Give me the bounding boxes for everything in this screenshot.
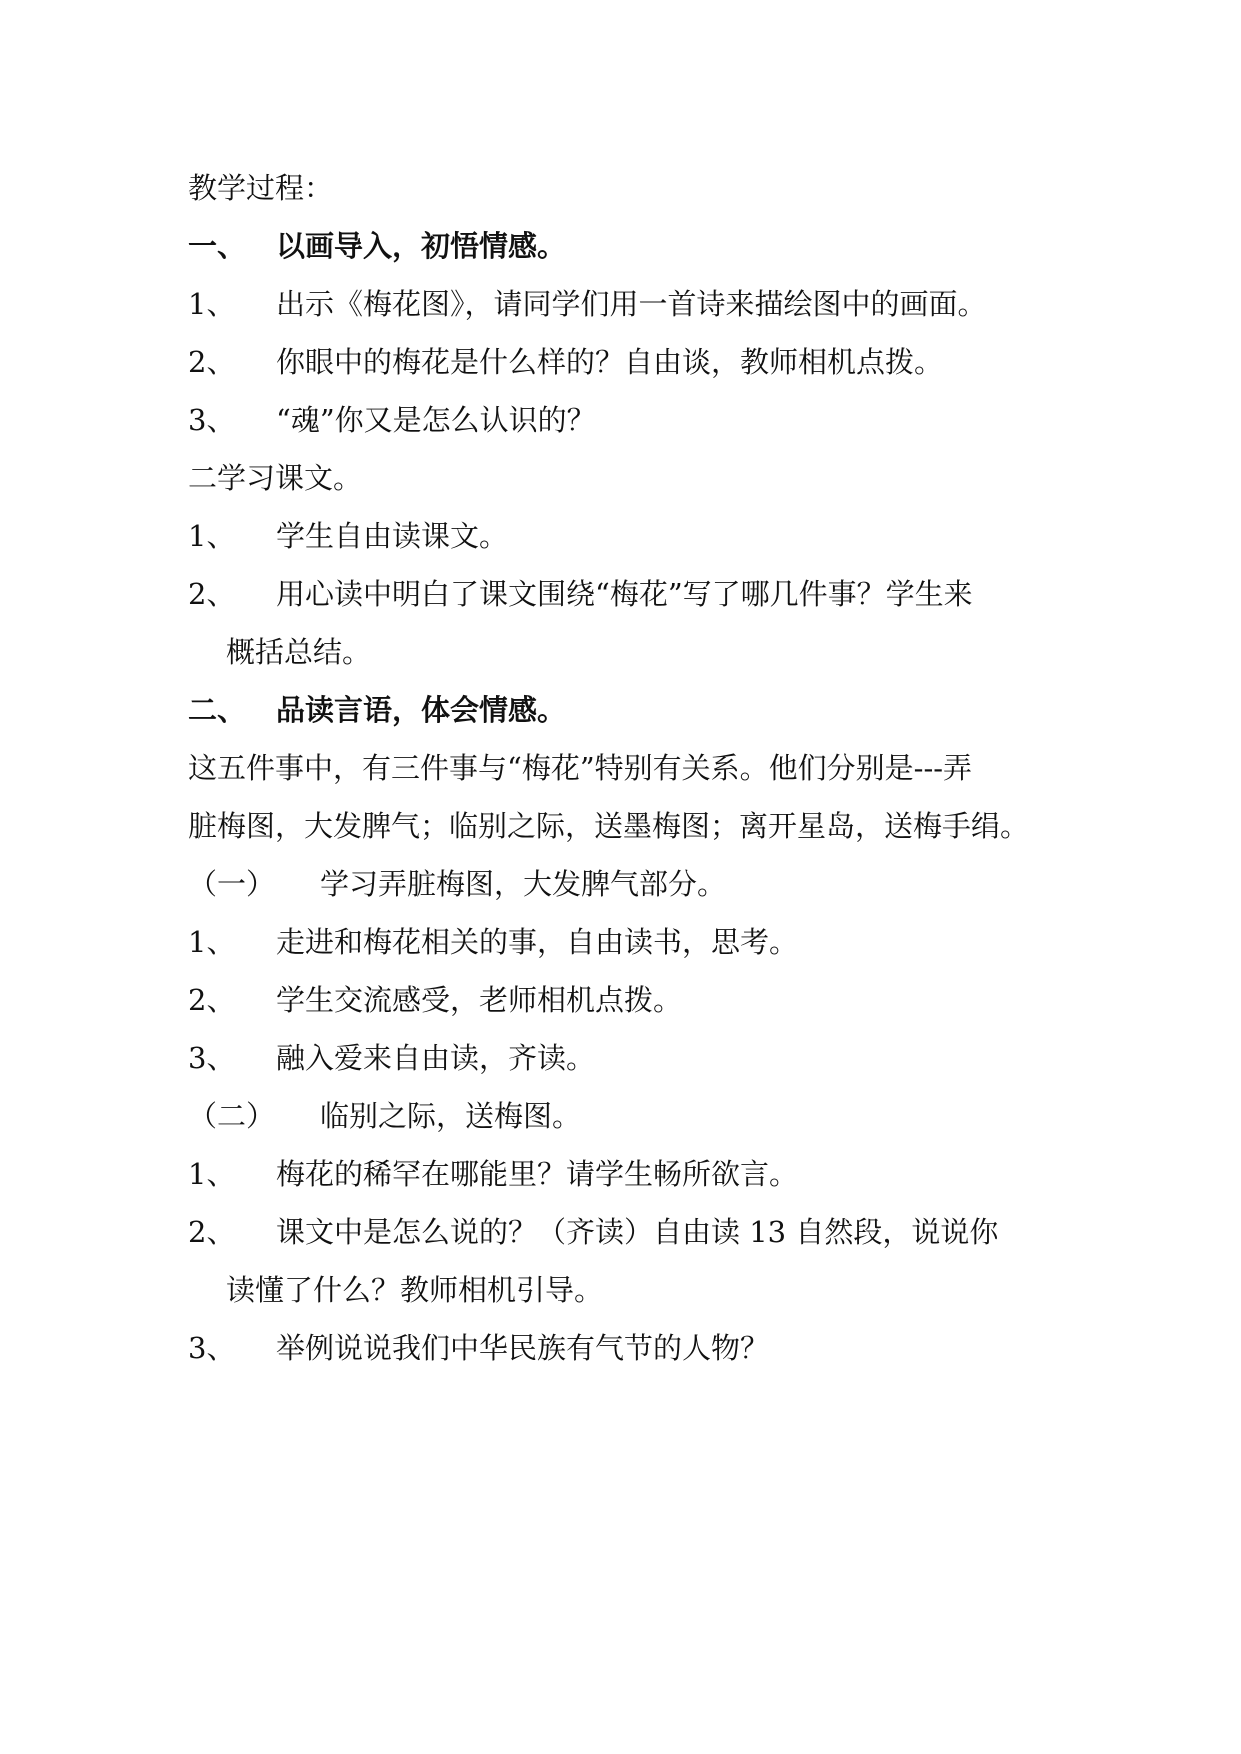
subsection-1-title-text: 学习弄脏梅图，大发脾气部分。: [320, 867, 727, 901]
subsection-1-number: （一）: [188, 867, 276, 901]
list-item-text: 梅花的稀罕在哪能里？请学生畅所欲言。: [276, 1157, 799, 1191]
list-item-text: 用心读中明白了课文围绕“梅花”写了哪几件事？学生来: [276, 577, 973, 611]
section-1-number: 一、: [188, 229, 247, 263]
list-item-number: 2、: [188, 983, 236, 1017]
subsection-2-number: （二）: [188, 1099, 276, 1133]
study-section-title-text: 二学习课文。: [188, 461, 363, 495]
heading-text: 教学过程：: [188, 171, 334, 205]
list-item: [188, 1038, 595, 1078]
list-item: [188, 342, 943, 382]
list-item-number: 1、: [188, 1157, 236, 1191]
list-item-continuation-text: 概括总结。: [226, 635, 372, 669]
paragraph-text: 这五件事中，有三件事与“梅花”特别有关系。他们分别是---弄: [188, 751, 973, 785]
list-item-text: 走进和梅花相关的事，自由读书，思考。: [276, 925, 799, 959]
list-item: [188, 980, 682, 1020]
section-1-title: [188, 226, 566, 266]
list-item-number: 3、: [188, 1041, 236, 1075]
list-item-text: 学生自由读课文。: [276, 519, 509, 553]
list-item-continuation: [226, 1270, 603, 1310]
list-item-text: 举例说说我们中华民族有气节的人物？: [276, 1331, 770, 1365]
section-2-title: [188, 690, 566, 730]
list-item: [188, 516, 508, 556]
list-item-number: 2、: [188, 1215, 236, 1249]
list-item-continuation: [226, 632, 371, 672]
paragraph-line: [188, 748, 972, 788]
paragraph-text: 脏梅图，大发脾气；临别之际，送墨梅图；离开星岛，送梅手绢。: [188, 809, 1030, 843]
list-item-number: 1、: [188, 519, 236, 553]
list-item: [188, 1328, 769, 1368]
list-item-text: 课文中是怎么说的？（齐读）自由读 13 自然段，说说你: [276, 1215, 999, 1249]
list-item-number: 2、: [188, 577, 236, 611]
list-item: [188, 284, 987, 324]
list-item: [188, 574, 973, 614]
list-item-text: 出示《梅花图》，请同学们用一首诗来描绘图中的画面。: [276, 287, 987, 321]
list-item-number: 3、: [188, 1331, 236, 1365]
list-item: [188, 922, 798, 962]
list-item-number: 1、: [188, 287, 236, 321]
list-item: [188, 400, 596, 440]
study-section-title: [188, 458, 362, 498]
section-1-title-text: 以画导入，初悟情感。: [276, 229, 567, 263]
list-item-text: 学生交流感受，老师相机点拨。: [276, 983, 683, 1017]
list-item-text: 融入爱来自由读，齐读。: [276, 1041, 596, 1075]
list-item-continuation-text: 读懂了什么？教师相机引导。: [226, 1273, 604, 1307]
list-item: [188, 1212, 998, 1252]
list-item-number: 3、: [188, 403, 236, 437]
document-heading: [188, 168, 333, 208]
paragraph-line: [188, 806, 1029, 846]
list-item-text: “魂”你又是怎么认识的？: [276, 403, 596, 437]
section-2-number: 二、: [188, 693, 247, 727]
section-2-title-text: 品读言语，体会情感。: [276, 693, 567, 727]
subsection-2-title-text: 临别之际，送梅图。: [320, 1099, 582, 1133]
list-item-number: 1、: [188, 925, 236, 959]
list-item-number: 2、: [188, 345, 236, 379]
list-item: [188, 1154, 798, 1194]
list-item-text: 你眼中的梅花是什么样的？自由谈，教师相机点拨。: [276, 345, 944, 379]
subsection-1-title: [188, 864, 726, 904]
subsection-2-title: [188, 1096, 581, 1136]
